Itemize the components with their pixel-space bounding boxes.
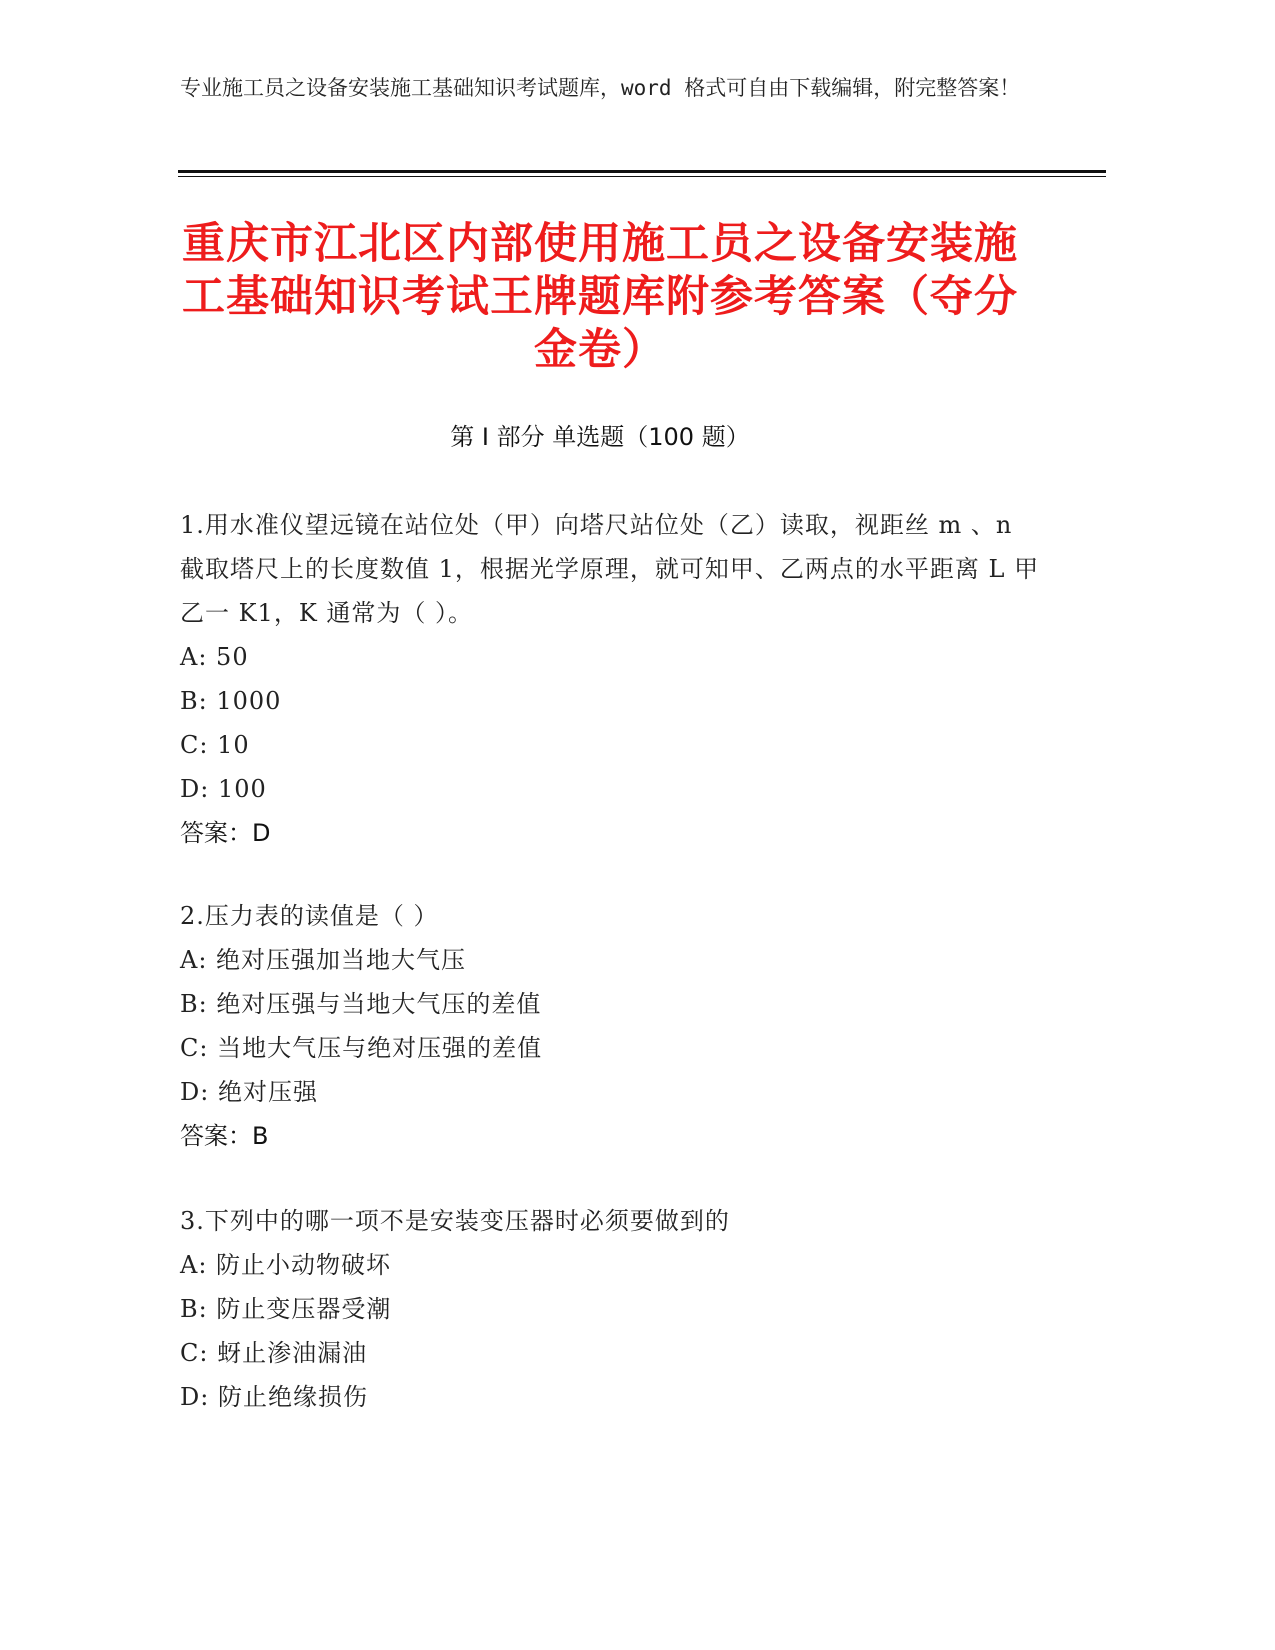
section-title: 第 I 部分 单选题（100 题）: [450, 423, 750, 451]
option-a: A: 绝对压强加当地大气压: [180, 946, 467, 974]
option-b: B: 1000: [180, 687, 282, 715]
option-c: C: 蚜止渗油漏油: [180, 1339, 368, 1367]
option-d: D: 绝对压强: [180, 1078, 318, 1106]
question-stem: 2.压力表的读值是（ ）: [180, 902, 439, 930]
option-d: D: 防止绝缘损伤: [180, 1383, 368, 1411]
question-block: [180, 503, 1040, 855]
document-title: 重庆市江北区内部使用施工员之设备安装施工基础知识考试王牌题库附参考答案（夺分金卷）: [182, 219, 1018, 375]
answer-line: 答案：B: [180, 1122, 269, 1150]
option-c: C: 当地大气压与绝对压强的差值: [180, 1034, 543, 1062]
option-c: C: 10: [180, 731, 250, 759]
option-a: A: 50: [180, 643, 249, 671]
question-stem: 1.用水准仪望远镜在站位处（甲）向塔尺站位处（乙）读取，视距丝 m 、n 截取塔尺上的长度数值 1，根据光学原理，就可知甲、乙两点的水平距离 L 甲乙一 K1，K 通常为（ ）。: [180, 511, 1040, 627]
option-a: A: 防止小动物破坏: [180, 1251, 392, 1279]
question-stem: 3.下列中的哪一项不是安装变压器时必须要做到的: [180, 1207, 730, 1235]
header-divider-thin: [178, 176, 1106, 177]
option-b: B: 绝对压强与当地大气压的差值: [180, 990, 542, 1018]
option-b: B: 防止变压器受潮: [180, 1295, 392, 1323]
question-block: [180, 1199, 1040, 1419]
question-block: [180, 894, 1040, 1158]
header-note: 专业施工员之设备安装施工基础知识考试题库，word 格式可自由下载编辑，附完整答案！: [180, 76, 1021, 100]
header-divider-thick: [178, 170, 1106, 173]
answer-line: 答案：D: [180, 819, 271, 847]
option-d: D: 100: [180, 775, 267, 803]
